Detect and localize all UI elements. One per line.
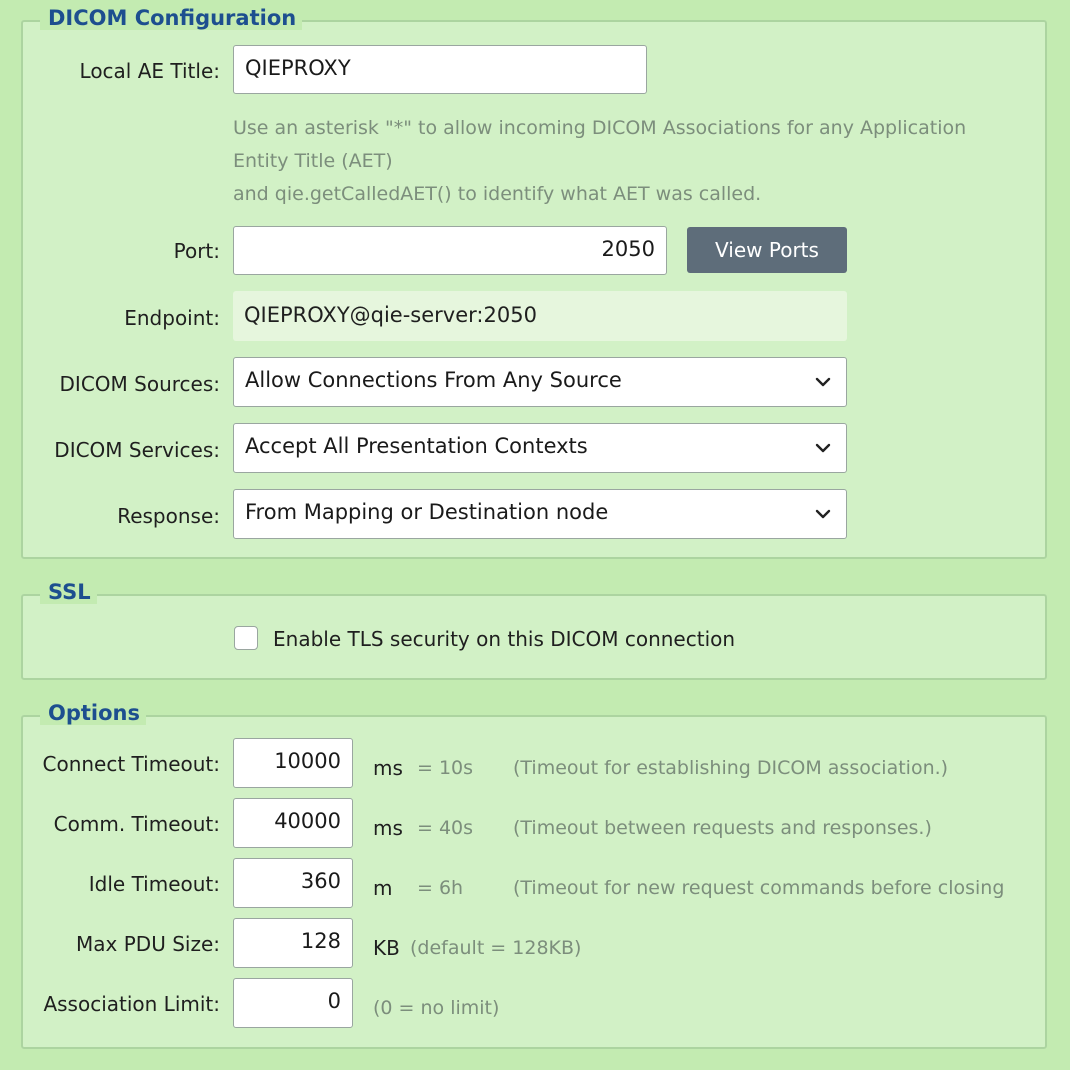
response-label: Response: bbox=[117, 504, 220, 528]
dicom-services-value: Accept All Presentation Contexts bbox=[245, 434, 588, 458]
connect-timeout-unit: ms bbox=[373, 756, 403, 780]
max-pdu-size-default: (default = 128KB) bbox=[410, 937, 582, 959]
ssl-section bbox=[21, 580, 1047, 680]
dicom-configuration-section bbox=[21, 6, 1047, 559]
tls-checkbox-label[interactable]: Enable TLS security on this DICOM connection bbox=[273, 627, 736, 651]
response-select[interactable] bbox=[233, 489, 847, 539]
idle-timeout-unit: m bbox=[373, 876, 393, 900]
comm-timeout-label: Comm. Timeout: bbox=[53, 812, 220, 836]
dicom-sources-value: Allow Connections From Any Source bbox=[245, 368, 622, 392]
tls-checkbox[interactable] bbox=[234, 626, 258, 650]
ssl-legend: SSL bbox=[40, 580, 97, 604]
ae-title-hint-line1: Use an asterisk "*" to allow incoming DICOM Associations for any Application Entity Title (AET) bbox=[233, 117, 967, 172]
chevron-down-icon bbox=[814, 439, 832, 457]
response-value: From Mapping or Destination node bbox=[245, 500, 609, 524]
options-section bbox=[21, 701, 1047, 1049]
dicom-configuration-legend: DICOM Configuration bbox=[40, 6, 302, 30]
association-limit-label: Association Limit: bbox=[43, 992, 220, 1016]
max-pdu-size-label: Max PDU Size: bbox=[76, 932, 220, 956]
ae-title-hint bbox=[233, 112, 1013, 211]
comm-timeout-unit: ms bbox=[373, 816, 403, 840]
comm-timeout-description: (Timeout between requests and responses.) bbox=[513, 817, 932, 839]
idle-timeout-description: (Timeout for new request commands before closing bbox=[513, 877, 1005, 899]
max-pdu-size-input[interactable]: 128 bbox=[233, 918, 353, 968]
connect-timeout-description: (Timeout for establishing DICOM association.) bbox=[513, 757, 949, 779]
idle-timeout-label: Idle Timeout: bbox=[88, 872, 220, 896]
dicom-services-label: DICOM Services: bbox=[54, 438, 220, 462]
association-limit-note: (0 = no limit) bbox=[373, 997, 500, 1019]
view-ports-button[interactable]: View Ports bbox=[687, 227, 847, 273]
comm-timeout-input[interactable]: 40000 bbox=[233, 798, 353, 848]
ae-title-hint-line2: and qie.getCalledAET() to identify what AET was called. bbox=[233, 183, 762, 205]
dicom-sources-label: DICOM Sources: bbox=[59, 372, 220, 396]
association-limit-input[interactable]: 0 bbox=[233, 978, 353, 1028]
local-ae-title-input[interactable]: QIEPROXY bbox=[233, 45, 647, 94]
port-input[interactable]: 2050 bbox=[233, 226, 667, 275]
options-legend: Options bbox=[40, 701, 146, 725]
max-pdu-size-unit: KB bbox=[373, 936, 400, 960]
connect-timeout-conversion: = 10s bbox=[417, 757, 474, 779]
dicom-services-select[interactable] bbox=[233, 423, 847, 473]
port-label: Port: bbox=[173, 239, 220, 263]
comm-timeout-conversion: = 40s bbox=[417, 817, 474, 839]
chevron-down-icon bbox=[814, 373, 832, 391]
idle-timeout-conversion: = 6h bbox=[417, 877, 464, 899]
endpoint-label: Endpoint: bbox=[124, 306, 220, 330]
idle-timeout-input[interactable]: 360 bbox=[233, 858, 353, 908]
endpoint-value: QIEPROXY@qie-server:2050 bbox=[233, 291, 847, 341]
dicom-sources-select[interactable] bbox=[233, 357, 847, 407]
connect-timeout-label: Connect Timeout: bbox=[42, 752, 220, 776]
local-ae-title-label: Local AE Title: bbox=[79, 59, 220, 83]
connect-timeout-input[interactable]: 10000 bbox=[233, 738, 353, 788]
chevron-down-icon bbox=[814, 505, 832, 523]
